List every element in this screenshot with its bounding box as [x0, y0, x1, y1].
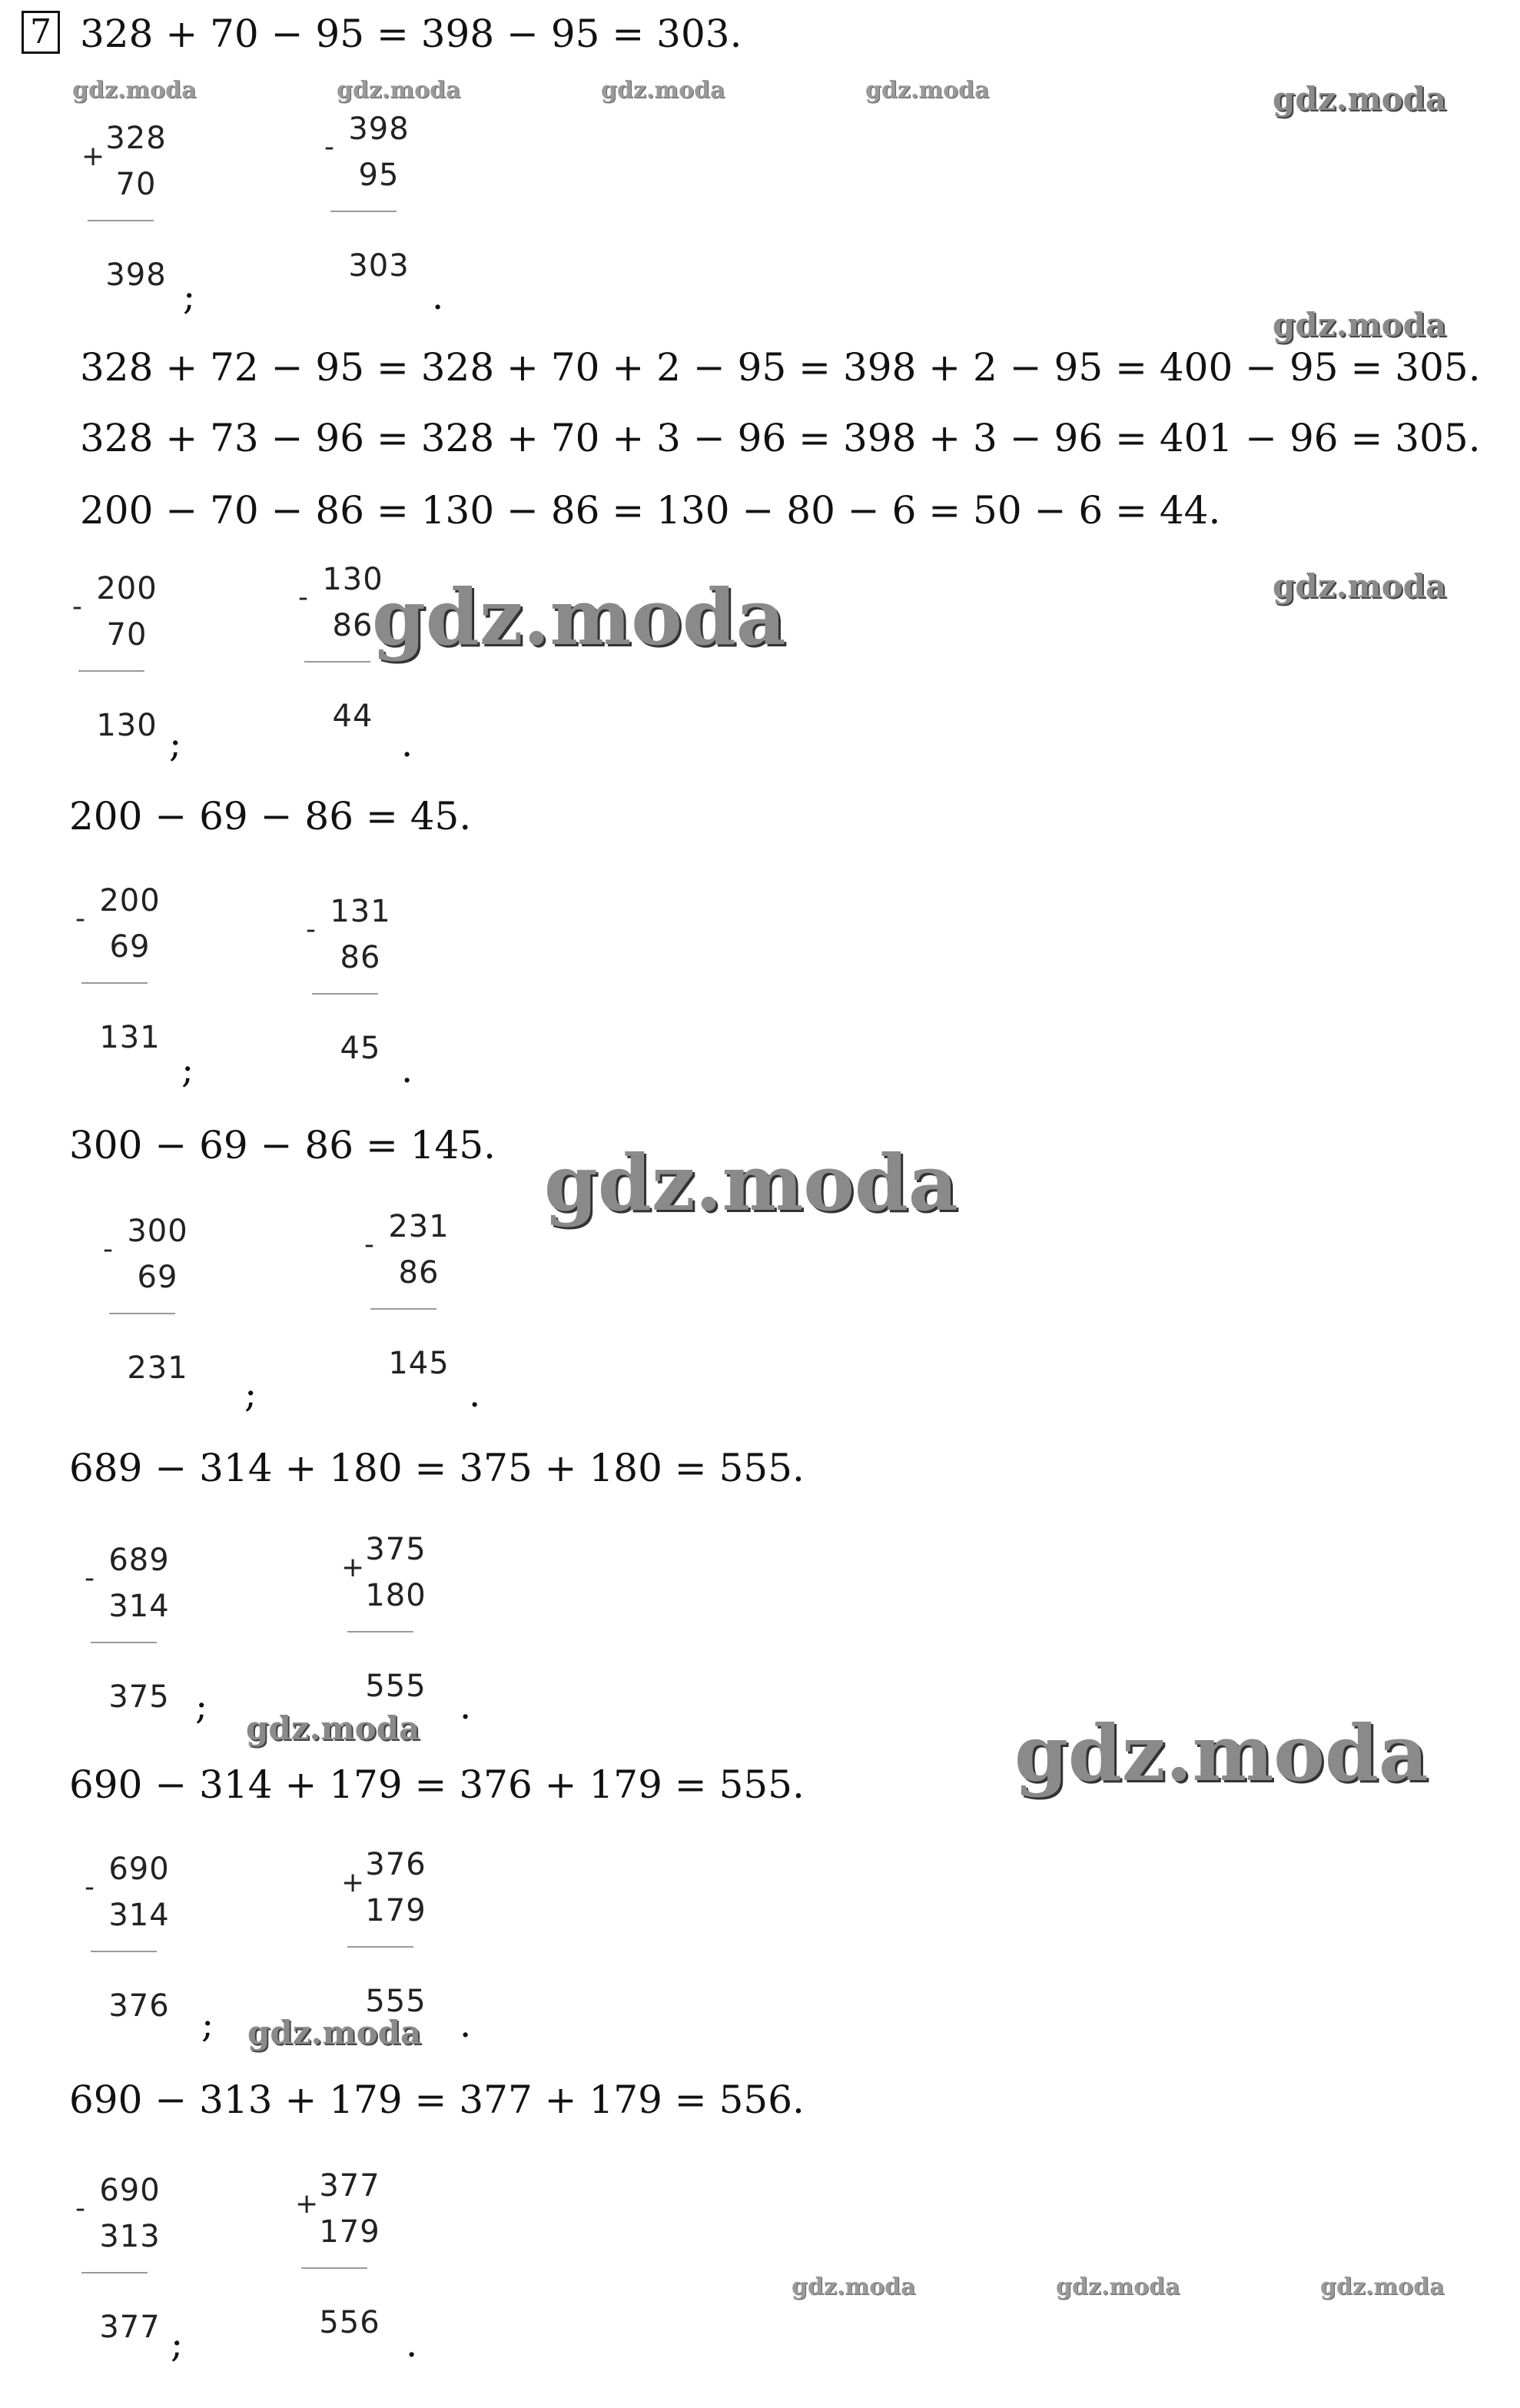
column-result: 131 — [99, 1020, 161, 1055]
result-line — [91, 1951, 157, 1952]
equation-5: 200 − 69 − 86 = 45. — [69, 794, 472, 839]
operator-sign: - — [298, 582, 308, 613]
column-calc — [72, 884, 188, 1076]
operator-sign: + — [341, 1552, 365, 1583]
semicolon: ; — [201, 2003, 214, 2046]
operand-top: 376 — [365, 1847, 426, 1882]
watermark: gdz.moda — [601, 77, 725, 104]
operand-bottom: 314 — [108, 1898, 170, 1933]
result-line — [312, 993, 378, 995]
operand-bottom: 313 — [99, 2219, 161, 2254]
operator-sign: - — [364, 1229, 374, 1260]
watermark: gdz.moda — [865, 77, 990, 104]
operand-bottom: 70 — [106, 617, 148, 653]
period: . — [460, 1685, 472, 1728]
operand-bottom: 179 — [365, 1893, 426, 1928]
semicolon: ; — [181, 1048, 194, 1091]
column-calc — [338, 1848, 453, 2040]
result-line — [81, 982, 148, 984]
watermark: gdz.moda — [1273, 306, 1447, 344]
operand-top: 200 — [99, 883, 161, 918]
period: . — [401, 1048, 413, 1091]
operator-sign: + — [341, 1867, 365, 1898]
equation-9: 690 − 313 + 179 = 377 + 179 = 556. — [69, 2078, 805, 2122]
column-result: 303 — [348, 248, 410, 284]
column-calc — [321, 112, 436, 304]
semicolon: ; — [244, 1373, 257, 1416]
operand-top: 131 — [330, 894, 391, 929]
column-result: 375 — [108, 1679, 170, 1715]
operand-bottom: 95 — [358, 158, 400, 193]
operand-bottom: 86 — [398, 1255, 440, 1290]
result-line — [301, 2267, 367, 2269]
semicolon: ; — [195, 1685, 208, 1728]
column-result: 44 — [332, 699, 373, 734]
operand-bottom: 69 — [137, 1260, 178, 1295]
watermark: gdz.moda — [1273, 567, 1447, 605]
column-result: 231 — [127, 1350, 188, 1386]
operator-sign: - — [85, 1563, 95, 1594]
column-calc — [78, 121, 196, 318]
watermark: gdz.moda — [1014, 1708, 1429, 1799]
result-line — [91, 1642, 157, 1643]
column-result: 556 — [319, 2305, 380, 2340]
period: . — [460, 2003, 472, 2046]
semicolon: ; — [169, 722, 182, 766]
equation-2: 328 + 72 − 95 = 328 + 70 + 2 − 95 = 398 + 2 − 95 = 400 − 95 = 305. — [80, 345, 1481, 390]
column-calc — [361, 1210, 476, 1402]
operator-sign: - — [72, 591, 82, 623]
operand-top: 231 — [388, 1209, 450, 1244]
column-result: 130 — [96, 708, 158, 743]
equation-3: 328 + 73 − 96 = 328 + 70 + 3 − 96 = 398 + 3 − 96 = 401 − 96 = 305. — [80, 416, 1481, 460]
column-calc — [81, 1852, 197, 2044]
result-line — [304, 661, 370, 663]
watermark: gdz.moda — [337, 77, 461, 104]
period: . — [469, 1373, 481, 1416]
operator-sign: + — [81, 141, 105, 172]
column-result: 398 — [105, 257, 167, 293]
period: . — [401, 722, 413, 766]
operator-sign: - — [75, 2193, 85, 2224]
operator-sign: - — [75, 903, 85, 935]
semicolon: ; — [183, 275, 196, 318]
column-calc — [69, 572, 184, 764]
operand-top: 375 — [365, 1532, 426, 1567]
result-line — [330, 211, 397, 212]
equation-7: 689 − 314 + 180 = 375 + 180 = 555. — [69, 1446, 805, 1490]
period: . — [406, 2323, 418, 2366]
operand-top: 130 — [322, 562, 383, 597]
equation-1: 328 + 70 − 95 = 398 − 95 = 303. — [80, 12, 742, 56]
operator-sign: - — [306, 914, 316, 945]
watermark: gdz.moda — [544, 1138, 958, 1228]
equation-4: 200 − 70 − 86 = 130 − 86 = 130 − 80 − 6 = 50 − 6 = 44. — [80, 488, 1221, 533]
result-line — [347, 1946, 413, 1948]
operand-top: 377 — [319, 2168, 380, 2204]
task-number-box: 7 — [22, 11, 60, 54]
column-result: 377 — [99, 2310, 161, 2345]
result-line — [78, 670, 144, 672]
operand-bottom: 314 — [108, 1589, 170, 1624]
operand-bottom: 86 — [332, 608, 373, 643]
operator-sign: - — [85, 1872, 95, 1903]
operand-top: 328 — [105, 121, 167, 156]
result-line — [81, 2272, 148, 2273]
column-result: 555 — [365, 1669, 426, 1704]
equation-6: 300 − 69 − 86 = 145. — [69, 1123, 496, 1167]
column-calc — [100, 1214, 215, 1407]
operand-top: 689 — [108, 1543, 170, 1578]
result-line — [88, 220, 154, 221]
column-calc — [292, 2169, 407, 2361]
watermark: gdz.moda — [72, 77, 197, 104]
semicolon: ; — [171, 2323, 184, 2366]
column-result: 45 — [340, 1031, 381, 1066]
operand-top: 398 — [348, 111, 410, 147]
watermark: gdz.moda — [246, 1709, 420, 1747]
column-result: 555 — [365, 1984, 426, 2019]
watermark: gdz.moda — [792, 2273, 916, 2300]
watermark: gdz.moda — [247, 2014, 422, 2051]
operator-sign: - — [103, 1234, 113, 1265]
operand-top: 690 — [108, 1852, 170, 1887]
column-calc — [338, 1533, 453, 1725]
watermark: gdz.moda — [1273, 80, 1447, 118]
operand-bottom: 179 — [319, 2214, 380, 2250]
operator-sign: + — [295, 2188, 319, 2220]
watermark: gdz.moda — [372, 572, 786, 663]
operator-sign: - — [324, 131, 334, 163]
operand-top: 690 — [99, 2173, 161, 2208]
operand-bottom: 69 — [109, 929, 151, 965]
operand-bottom: 70 — [115, 167, 157, 202]
operand-top: 300 — [127, 1214, 188, 1249]
watermark: gdz.moda — [1320, 2273, 1445, 2300]
column-result: 376 — [108, 1988, 170, 2024]
period: . — [432, 275, 444, 318]
result-line — [370, 1308, 436, 1310]
result-line — [109, 1313, 175, 1314]
column-result: 145 — [388, 1346, 450, 1381]
operand-bottom: 86 — [340, 940, 381, 975]
result-line — [347, 1631, 413, 1632]
watermark: gdz.moda — [1056, 2273, 1180, 2300]
operand-bottom: 180 — [365, 1578, 426, 1613]
operand-top: 200 — [96, 571, 158, 606]
equation-8: 690 − 314 + 179 = 376 + 179 = 555. — [69, 1762, 805, 1807]
column-calc — [81, 1543, 197, 1735]
